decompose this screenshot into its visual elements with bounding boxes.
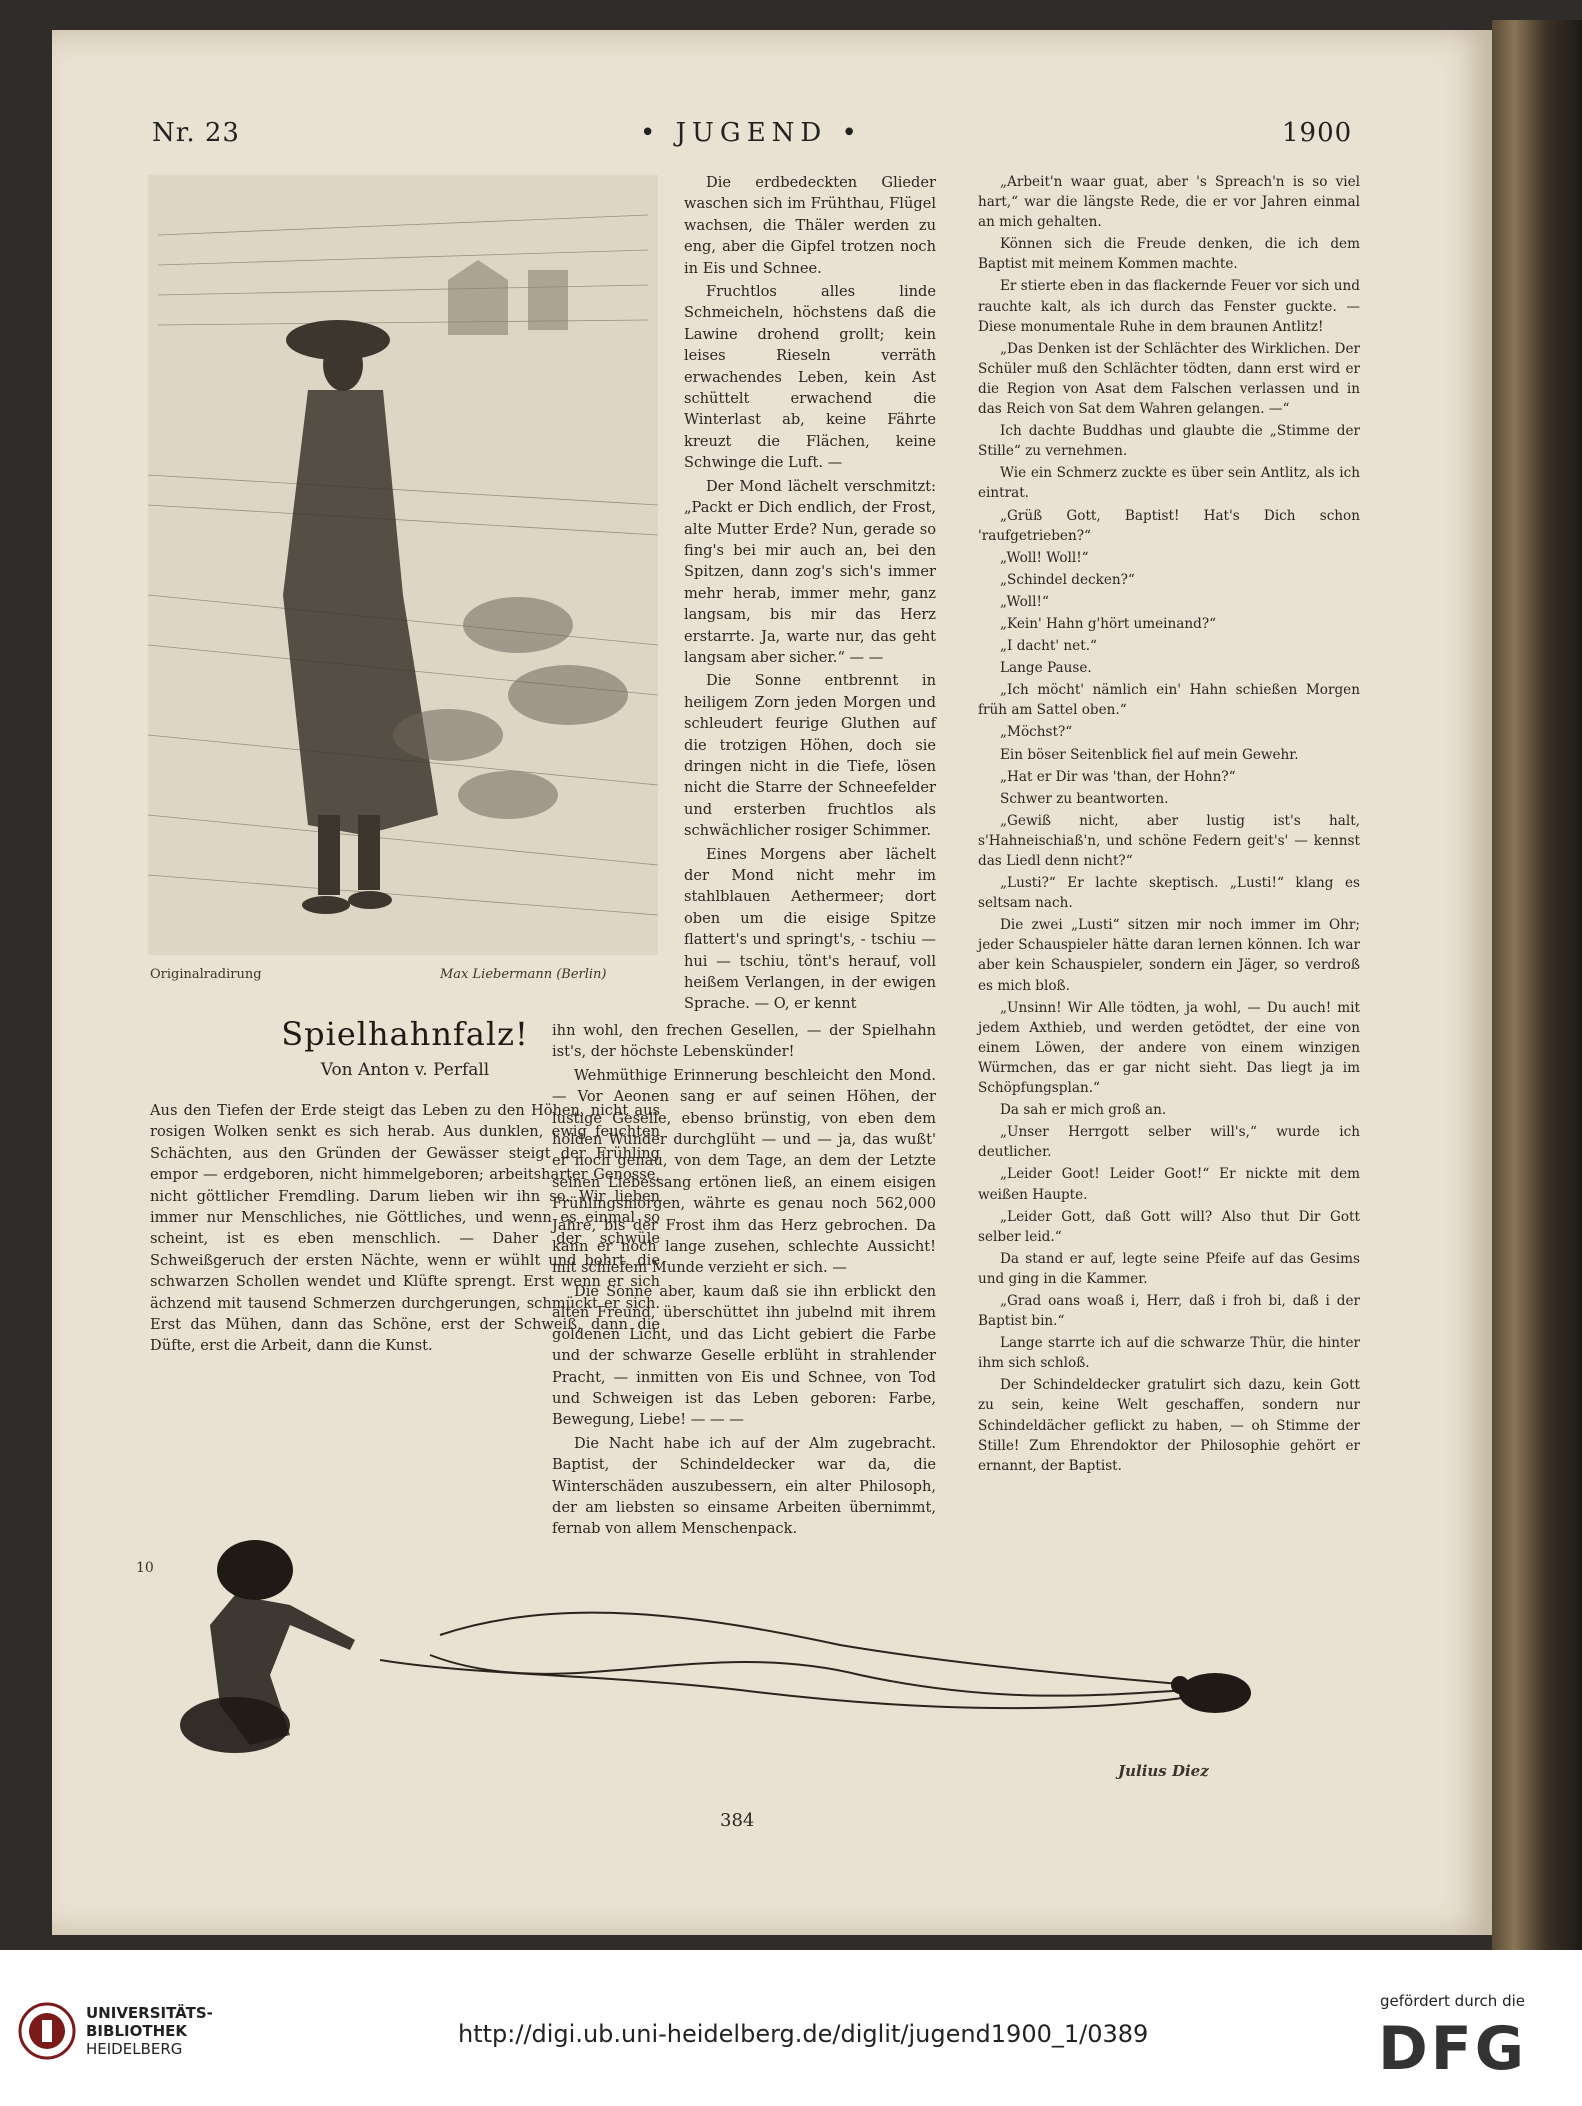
paragraph: Die Sonne entbrennt in heiligem Zorn jeden Morgen und schleudert feurige Gluthen auf die trotzigen Höhen, doch sie dringen nicht in die Tiefe, lösen nicht die Starre der Schneefelder und ersterben fruchtlos als schwächlicher rosiger Schimmer. (684, 672, 936, 840)
library-line-2: BIBLIOTHEK (86, 2022, 187, 2040)
story-byline: Von Anton v. Perfall (320, 1060, 490, 1080)
paragraph: „Grad oans woaß i, Herr, daß i froh bi, daß i der Baptist bin.“ (978, 1292, 1360, 1330)
column-2-bottom (552, 1020, 936, 1542)
paragraph: „Das Denken ist der Schlächter des Wirklichen. Der Schüler muß den Schlächter tödten, dann erst wird er die Region von Asat dem Falschen verlassen und in das Reich von Sat dem Wahren gelangen. —“ (978, 340, 1360, 418)
issue-number: Nr. 23 (152, 118, 240, 148)
page-url-link[interactable]: http://digi.ub.uni-heidelberg.de/diglit/jugend1900_1/0389 (458, 2020, 1149, 2048)
paragraph: „Möchst?“ (1000, 724, 1073, 741)
library-line-3: HEIDELBERG (86, 2040, 183, 2058)
paragraph: „Lusti?“ Er lachte skeptisch. „Lusti!“ klang es seltsam nach. (978, 875, 1360, 912)
paragraph: Da stand er auf, legte seine Pfeife auf das Gesims und ging in die Kammer. (978, 1250, 1360, 1287)
paragraph: Lange starrte ich auf die schwarze Thür, die hinter ihm sich schloß. (978, 1335, 1360, 1372)
paragraph: „Hat er Dir was 'than, der Hohn?“ (1000, 768, 1236, 785)
paragraph: ihn wohl, den frechen Gesellen, — der Spielhahn ist's, der höchste Lebenskünder! (552, 1022, 936, 1061)
library-name (86, 2004, 213, 2058)
paragraph: „Ich möcht' nämlich ein' Hahn schießen Morgen früh am Sattel oben.“ (978, 682, 1360, 719)
magazine-title: • JUGEND • (640, 118, 863, 148)
paragraph: „Leider Gott, daß Gott will? Also thut Dir Gott selber leid.“ (978, 1208, 1360, 1245)
story-title: Spielhahnfalz! (281, 1015, 529, 1053)
paragraph: Wie ein Schmerz zuckte es über sein Antlitz, als ich eintrat. (978, 465, 1360, 502)
paragraph: „Unser Herrgott selber will's,“ wurde ich deutlicher. (978, 1124, 1360, 1161)
paragraph: Die zwei „Lusti“ sitzen mir noch immer im Ohr; jeder Schauspieler hätte daran lernen können. Ich war aber kein Schauspieler, sondern ein Jäger, so verdroß es mich bloß. (978, 917, 1360, 994)
paragraph: Wehmüthige Erinnerung beschleicht den Mond. — Vor Aeonen sang er auf seinen Höhen, der lustige Geselle, ebenso brünstig, von eben dem holden Wunder durchglüht — und — ja, das wußt' er noch genau, von dem Tage, an dem der Letzte seinen Liebessang ertönen ließ, an einem eisigen Frühlingsmorgen, währte es genau noch 562,000 Jahre, bis der Frost ihm das Herz gebrochen. Da kann er noch lange zusehen, schlechte Aussicht! mit schiefem Munde verzieht er sich. — (552, 1066, 936, 1277)
paragraph: „I dacht' net.“ (1000, 638, 1097, 655)
vignette-artist: Julius Diez (1118, 1762, 1209, 1780)
etching-illustration (148, 175, 658, 955)
paragraph: Da sah er mich groß an. (1000, 1102, 1167, 1119)
vignette-number: 10 (136, 1560, 154, 1576)
book-spine (1492, 20, 1582, 1950)
paragraph: Fruchtlos alles linde Schmeicheln, höchstens daß die Lawine drohend grollt; kein leises Rieseln verräth erwachendes Leben, kein Ast schüttelt erwachend die Winterlast ab, keine Fährte kreuzt die Flächen, keine Schwinge die Luft. — (684, 283, 936, 472)
etching-caption: Originalradirung (150, 967, 262, 982)
paragraph: Er stierte eben in das flackernde Feuer vor sich und rauchte kalt, als ich durch das Fenster guckte. — Diese monumentale Ruhe in dem braunen Antlitz! (978, 278, 1360, 335)
paragraph: „Unsinn! Wir Alle tödten, ja wohl, — Du auch! mit jedem Axthieb, und werden getödtet, der eine von einem Löwen, der andere von einem winzigen Würmchen, das er gar nicht sieht. Das liegt ja im Schöpfungsplan.“ (978, 999, 1360, 1097)
paragraph: „Kein' Hahn g'hört umeinand?“ (1000, 615, 1217, 632)
column-1-paragraph: Aus den Tiefen der Erde steigt das Leben zu den Höhen, nicht aus rosigen Wolken senkt es sich herab. Aus dunklen, ewig feuchten Schächten, aus den Gründen der Gewässer steigt der Frühling empor — erdgeboren, nicht himmelgeboren; arbeitsharter Genosse, nicht göttlicher Fremdling. Darum lieben wir ihn so. Wir lieben immer nur Menschliches, nie Göttliches, und wenn es einmal so scheint, ist es eben menschlich. — Daher der schwüle Schweißgeruch der ersten Nächte, wenn er wühlt und bohrt, die schwarzen Schollen wendet und Klüfte sprengt. Erst wenn er sich ächzend mit tausend Schmerzen durchgerungen, schmückt er sich. Erst das Mühen, dann das Schöne, erst der Schweiß, dann die Düfte, erst die Arbeit, dann die Kunst. (150, 1102, 660, 1355)
paragraph: Die Nacht habe ich auf der Alm zugebracht. Baptist, der Schindeldecker war da, die Winterschäden auszubessern, ein alter Philosoph, der am liebsten so einsame Arbeiten übernimmt, fernab von allem Menschenpack. (552, 1434, 936, 1538)
column-2-top (684, 172, 936, 1017)
footer-bar (0, 1950, 1582, 2106)
paragraph: Eines Morgens aber lächelt der Mond nicht mehr im stahlblauen Aethermeer; dort oben um die eisige Spitze flattert's und springt's, - tschiu — hui — tschiu, tönt's herauf, voll heißem Verlangen, in der ewigen Sprache. — O, er kennt (684, 845, 936, 1013)
university-seal-icon (18, 2002, 76, 2060)
vignette-illustration (140, 1475, 1290, 1785)
paragraph: Der Schindeldecker gratulirt sich dazu, kein Gott zu sein, keine Welt geschaffen, sondern nur Schindeldächer geflickt zu haben, — oh Stimme der Stille! Zum Ehrendoktor der Philosophie gehört er ernannt, der Baptist. (978, 1377, 1360, 1474)
paragraph: Schwer zu beantworten. (1000, 790, 1169, 807)
paragraph: „Leider Goot! Leider Goot!“ Er nickte mit dem weißen Haupte. (978, 1166, 1360, 1203)
year: 1900 (1282, 118, 1353, 148)
paragraph: „Schindel decken?“ (1000, 571, 1135, 588)
etching-artist: Max Liebermann (Berlin) (440, 967, 607, 982)
paragraph: „Arbeit'n waar guat, aber 's Spreach'n is so viel hart,“ war die längste Rede, die er vor Jahren einmal an mich gehalten. (978, 174, 1360, 231)
paragraph: „Woll! Woll!“ (1000, 549, 1089, 566)
paragraph: Der Mond lächelt verschmitzt: „Packt er Dich endlich, der Frost, alte Mutter Erde? Nun, gerade so fing's bei mir auch an, bei den Spitzen, dann zog's sich's immer mehr herab, immer mehr, ganz langsam, bis mir das Herz erstarrte. Ja, warte nur, das geht langsam aber sicher.“ — — (684, 477, 936, 666)
funded-by-label: gefördert durch die (1380, 1992, 1525, 2010)
paragraph: „Gewiß nicht, aber lustig ist's halt, s'Hahneischiaß'n, und schöne Federn geit's' — kennst das Liedl denn nicht?“ (978, 812, 1360, 869)
paragraph: Lange Pause. (1000, 660, 1092, 677)
paragraph: „Woll!“ (1000, 593, 1049, 610)
paragraph: Können sich die Freude denken, die ich dem Baptist mit meinem Kommen machte. (978, 236, 1360, 273)
paragraph: „Grüß Gott, Baptist! Hat's Dich schon 'raufgetrieben?“ (978, 507, 1360, 544)
paragraph: Die erdbedeckten Glieder waschen sich im Frühthau, Flügel wachsen, die Thäler werden zu eng, aber die Gipfel trotzen noch in Eis und Schnee. (684, 174, 936, 277)
paragraph: Ein böser Seitenblick fiel auf mein Gewehr. (1000, 746, 1299, 763)
page-number: 384 (720, 1810, 755, 1831)
paragraph: Ich dachte Buddhas und glaubte die „Stimme der Stille“ zu vernehmen. (978, 423, 1360, 460)
paragraph: Die Sonne aber, kaum daß sie ihn erblickt den alten Freund, überschüttet ihn jubelnd mit ihrem goldenen Licht, und das Licht gebiert die Farbe und der schwarze Geselle erblüht in strahlender Pracht, — inmitten von Eis und Schnee, von Tod und Schweigen ist das Leben geboren: Farbe, Bewegung, Liebe! — — — (552, 1282, 936, 1429)
library-line-1: UNIVERSITÄTS- (86, 2004, 213, 2022)
dfg-logo: DFG (1378, 2014, 1528, 2084)
column-3 (978, 172, 1360, 1478)
